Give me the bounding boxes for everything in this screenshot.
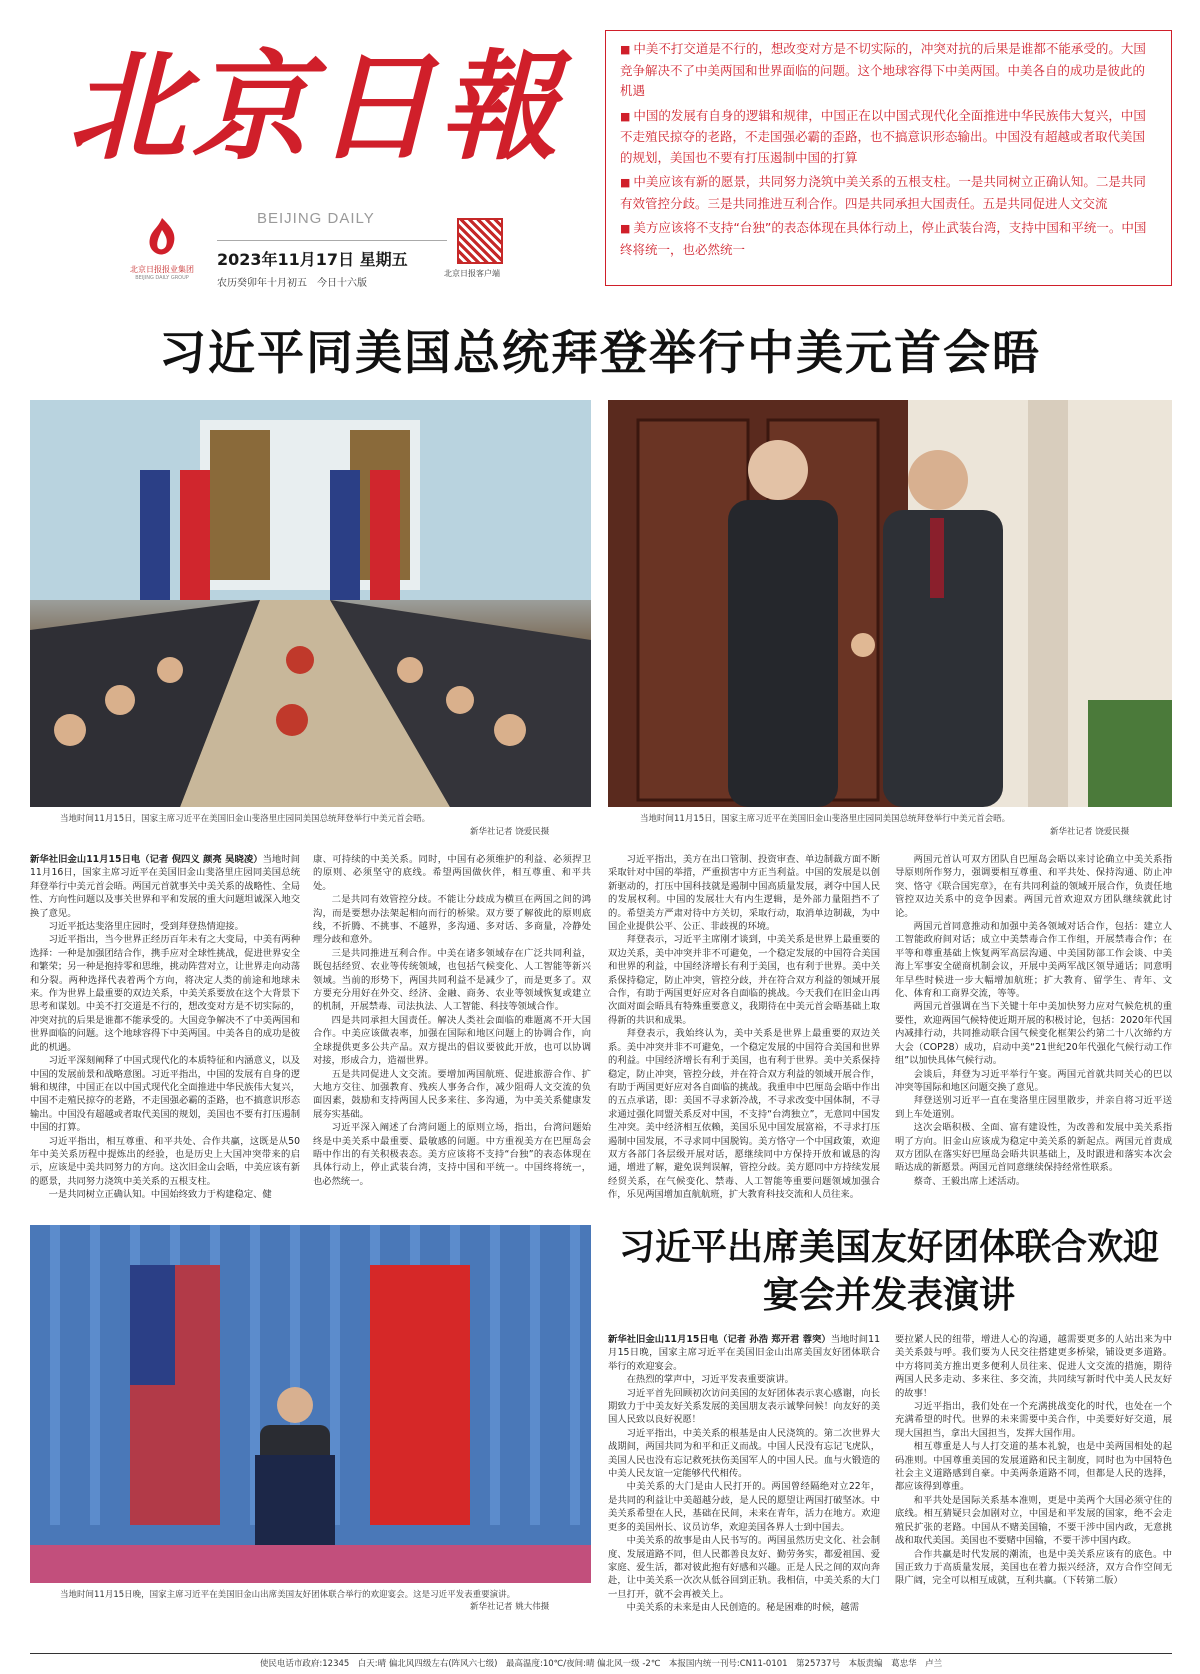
paragraph: 中美关系的大门是由人民打开的。两国曾经隔绝对立22年，是共同的利益让中美超越分歧，是人民的愿望让两国打破坚冰。中美关系希望在人民，基础在民间，未来在青年，活力在地方。欢迎更多的美国州长、议员访华，欢迎美国各界人士到中国去。	[608, 1481, 880, 1533]
paragraph: 两国元首同意推动和加强中美各领域对话合作，包括：建立人工智能政府间对话；成立中美禁毒合作工作组，开展禁毒合作；在平等和尊重基础上恢复两军高层沟通、中美国防部工作会谈、中美海上军事安全磋商机制会议，开展中美两军战区领导通话；同意明年早些时候进一步大幅增加航班；扩大教育、留学生、青年、文化、体育和工商界交流，等等。	[895, 921, 1172, 1000]
paragraph: 会谈后，拜登为习近平举行午宴。两国元首就共同关心的巴以冲突等国际和地区问题交换了意见。	[895, 1068, 1172, 1093]
handshake-photo	[608, 400, 1172, 807]
paragraph: 这次会晤积极、全面、富有建设性，为改善和发展中美关系指明了方向。旧金山应该成为稳定中美关系的新起点。两国元首责成双方团队在落实好巴厘岛会晤共识基础上，及时跟进和落实本次会晤达成的新愿景。两国元首同意继续保持经常性联系。	[895, 1122, 1172, 1174]
photo-caption	[60, 812, 430, 824]
paragraph: 三是共同推进互利合作。中美在诸多领域存在广泛共同利益，既包括经贸、农业等传统领域，也包括气候变化、人工智能等新兴领域。当前的形势下，两国共同利益不是减少了，而是更多了。双方要充分用好在外交、经济、金融、商务、农业等领域恢复或建立的机制，开展禁毒、司法执法、人工智能、科技等领域合作。	[313, 947, 591, 1013]
qr-caption: 北京日报客户端	[444, 269, 500, 278]
speech-photo	[30, 1225, 591, 1583]
caption-text: 当地时间11月15日晚，国家主席习近平在美国旧金山出席美国友好团体联合举行的欢迎宴会。这是习近平发表重要演讲。	[60, 1590, 516, 1600]
paragraph: 二是共同有效管控分歧。不能让分歧成为横亘在两国之间的鸿沟，而是要想办法架起相向而行的桥梁。双方要了解彼此的原则底线，不折腾、不挑事、不越界，多沟通、多对话、多商量，冷静处理分歧和意外。	[313, 894, 591, 946]
main-headline: 习近平同美国总统拜登举行中美元首会晤	[159, 326, 1041, 381]
paragraph: 习近平指出，我们处在一个充满挑战变化的时代，也处在一个充满希望的时代。世界的未来需要中美合作，中美要好好交道，展现大国担当，拿出大国担当，发挥大国作用。	[895, 1401, 1172, 1439]
paragraph: 习近平深刻阐释了中国式现代化的本质特征和内涵意义，以及中国的发展前景和战略意图。习近平指出，中国的发展有自身的逻辑和规律，中国正在以中国式现代化全面推进中华民族伟大复兴，中国不走殖民掠夺的老路，不走国强必霸的歪路，也不搞意识形态输出。中国没有超越或者取代美国的规划，美国也不要有打压遏制中国的打算。	[30, 1055, 300, 1134]
paragraph: 拜登送别习近平一直在斐洛里庄园里散步，并亲自将习近平送到上车处道别。	[895, 1095, 1172, 1120]
article-column	[608, 853, 880, 1209]
paragraph: 和平共处是国际关系基本准则，更是中美两个大国必须守住的底线。相互猜疑只会加剧对立，中国是和平发展的国家，绝不会走殖民扩张的老路。中国从不赌美国输，不要干涉中国内政，无意挑战和取代美国。美国也不要赌中国输，不要干涉中国内政。	[895, 1494, 1172, 1547]
paragraph: 要拉紧人民的纽带，增进人心的沟通，越需要更多的人站出来为中美关系鼓与呼。我们要为人民交往搭建更多桥梁，铺设更多道路。中方将同美方推出更多便利人员往来、促进人文交流的措施，期待两国人民多走动、多来往、多交流，共同续写新时代中美人民友好的故事！	[895, 1334, 1172, 1399]
photo-credit: 新华社记者 饶爱民摄	[470, 827, 550, 837]
paragraph: 中美关系的未来是由人民创造的。秘是困难的时候，越需	[626, 1602, 860, 1614]
second-headline: 习近平出席美国友好团体联合欢迎宴会并发表演讲	[618, 1227, 1159, 1316]
paragraph: 习近平指出，当今世界正经历百年未有之大变局，中美有两种选择：一种是加强团结合作，携手应对全球性挑战，促进世界安全和繁荣；另一种是抱持零和思维，挑动阵营对立，让世界走向动荡和分裂。两种选择代表着两个方向，将决定人类的前途和地球未来。作为世界上最重要的双边关系，中美关系要放在这个大背景下思考和谋划。中美不打交道是不行的，想改变对方是不切实际的，冲突对抗的后果是谁都不能承受的。大国竞争解决不了中美两国和世界面临的问题。这个地球容得下中美两国。中美各自的成功是彼此的机遇。	[30, 934, 300, 1053]
paragraph: 习近平指出，美方在出口管制、投资审查、单边制裁方面不断采取针对中国的举措，严重损害中方正当利益。中国的发展是以创新驱动的，打压中国科技就是遏制中国高质量发展，剥夺中国人民的发展权利。中国的发展壮大有内生逻辑，是外部力量阻挡不了的。希望美方严肃对待中方关切，采取行动，取消单边制裁，为中国企业提供公平、公正、非歧视的环境。	[608, 854, 880, 933]
caption-text: 当地时间11月15日，国家主席习近平在美国旧金山斐洛里庄园同美国总统拜登举行中美元首会晤。	[640, 814, 1011, 824]
key-point: ■ 中美应该有新的愿景，共同努力浇筑中美关系的五根支柱。一是共同树立正确认知。二是共同有效管控分歧。三是共同推进互利合作。四是共同承担大国责任。五是共同促进人文交流	[620, 172, 1157, 214]
qr-code-icon[interactable]	[457, 218, 503, 264]
paragraph: 两国元首认可双方团队自巴厘岛会晤以来讨论确立中美关系指导原则所作努力，强调要相互尊重、和平共处、保持沟通、防止冲突、恪守《联合国宪章》，在有共同利益的领域开展合作，负责任地管控双边关系中的竞争因素。两国元首欢迎双方团队继续就此讨论。	[895, 854, 1172, 919]
key-points-box	[605, 30, 1172, 286]
group-logo	[122, 216, 202, 281]
paragraph: 习近平指出，中美关系的根基是由人民浇筑的。第二次世界大战期间，两国共同为和平和正义而战。中国人民没有忘记飞虎队，美国人民也没有忘记救死扶伤美国军人的中国人民。血与火锻造的中美人民友谊一定能够代代相传。	[608, 1427, 880, 1480]
date-row	[217, 240, 447, 289]
paragraph: 一是共同树立正确认知。中国始终致力于构建稳定、健	[48, 1189, 272, 1201]
masthead-english: BEIJING DAILY	[257, 210, 375, 227]
footer-info: 使民电话市政府:12345 白天:晴 偏北风四级左右(阵风六七级) 最高温度:10℃/夜间:晴 偏北风一级 -2℃ 本报国内统一刊号:CN11-0101 第25737号 本版责编 葛忠华 卢兰	[30, 1653, 1172, 1669]
photo-credit: 新华社记者 饶爱民摄	[1050, 827, 1130, 837]
meeting-photo	[30, 400, 591, 807]
article-column: 新华社旧金山11月15日电（记者 倪四义 颜亮 吴晓凌）当地时间11月16日，国家主席习近平在美国旧金山斐洛里庄园同美国总统拜登举行中美元首会晤。两国元首就事关中美关系的战略性、全局性、方向性问题以及事关世界和平和发展的重大问题坦诚深入地交换了意见。 习近平抵达斐洛里庄园时，受到拜登热情迎接。 习近平指出，当今世界正经历百年未有之大变局，中美有两种选择：一种是加强团结合作，携手应对全球性挑战，促进世界安全和繁荣；另一种是抱持零和思维，挑动阵营对立，让世界走向动荡和分裂。两种选择代表着两个方向，将决定人类的前途和地球未来。作为世界上最重要的双边关系，中美关系要放在这个大背景下思考和谋划。中美不打交道是不行的，想改变对方是不切实际的，冲突对抗的后果是谁都不能承受的。大国竞争解决不了中美两国和世界面临的问题。这个地球容得下中美两国。中美各自的成功是彼此的机遇。 习近平深刻阐释了中国式现代化的本质特征和内涵意义，以及中国的发展前景和战略意图。习近平指出，中国的发展有自身的逻辑和规律，中国正在以中国式现代化全面推进中华民族伟大复兴，中国不走殖民掠夺的老路，不走国强必霸的歪路，也不搞意识形态输出。中国没有超越或者取代美国的规划，美国也不要有打压遏制中国的打算。 习近平指出，相互尊重、和平共处、合作共赢，这既是从50年中美关系历程中提炼出的经验，也是历史上大国冲突带来的启示，应该是中美共同努力的方向。这次旧金山会晤，中美应该有新的愿景，共同努力浇筑中美关系的五根支柱。 一是共同树立正确认知。中国始终致力于构建稳定、健	[30, 854, 300, 1201]
article-column	[895, 853, 1172, 1209]
paragraph: 两国元首强调在当下关键十年中美加快努力应对气候危机的重要性，欢迎两国气候特使近期开展的积极讨论，包括：2020年代国内减排行动，共同推动联合国气候变化框架公约第二十八次缔约方大会（COP28）成功，启动中美“21世纪20年代强化气候行动工作组”以加快具体气候行动。	[895, 1001, 1172, 1067]
key-point: ■ 中国的发展有自身的逻辑和规律，中国正在以中国式现代化全面推进中华民族伟大复兴，中国不走殖民掠夺的老路，不走国强必霸的歪路，也不搞意识形态输出。中国没有超越或者取代美国的规划，美国也不要有打压遏制中国的打算	[620, 106, 1157, 169]
group-name: 北京日报报业集团	[130, 265, 194, 274]
key-point: ■ 美方应该将不支持“台独”的表态体现在具体行动上，停止武装台湾，支持中国和平统一。中国终将统一，也必然统一	[620, 218, 1157, 260]
lunar-date: 农历癸卯年十月初五 今日十六版	[217, 278, 367, 289]
photo-caption	[60, 1588, 515, 1600]
paragraph: 习近平抵达斐洛里庄园时，受到拜登热情迎接。	[48, 921, 244, 933]
paragraph: 拜登表示，习近平主席刚才谈到，中美关系是世界上最重要的双边关系，美中冲突并非不可避免，一个稳定发展的中国符合美国和世界的利益，中国经济增长有利于美国，也有利于世界。美中关系保持稳定，防止冲突，管控分歧，并在符合双方利益的领域开展合作，有助于两国更好应对各自面临的挑战。今天我们在旧金山再次面对面会晤具有特殊重要意义，我期待在中美元首会晤基础上取得新的共识和成果。	[608, 934, 880, 1026]
paragraph: 在热烈的掌声中，习近平发表重要演讲。	[626, 1374, 794, 1386]
photo-caption	[640, 812, 1010, 824]
paragraph: 康、可持续的中美关系。同时，中国有必须维护的利益、必须捍卫的原则、必须坚守的底线。希望两国做伙伴，相互尊重、和平共处。	[313, 854, 591, 892]
flame-icon	[144, 216, 180, 258]
paragraph: 习近平指出，相互尊重、和平共处、合作共赢，这既是从50年中美关系历程中提炼出的经验，也是历史上大国冲突带来的启示，应该是中美共同努力的方向。这次旧金山会晤，中美应该有新的愿景，共同努力浇筑中美关系的五根支柱。	[30, 1135, 300, 1187]
masthead-title: 北京日報	[68, 37, 565, 176]
paragraph: 蔡奇、王毅出席上述活动。	[913, 1175, 1026, 1187]
paragraph: 拜登表示，我始终认为，美中关系是世界上最重要的双边关系。美中冲突并非不可避免，一个稳定发展的中国符合美国和世界的利益。中国经济增长有利于美国，也有利于世界。美中关系保持稳定，防止冲突，管控分歧，并在符合双方利益的领域开展合作，有助于两国更好应对各自面临的挑战。我重申中巴厘岛会晤中作出的五点承诺，即：美国不寻求新冷战，不寻求改变中国体制，不寻求通过强化同盟关系反对中国，不支持“台湾独立”，无意同中国发生冲突。美中经济相互依赖，美国乐见中国发展富裕，不寻求打压遏制中国发展，不寻求同中国脱钩。美方恪守一个中国政策，欢迎双方各部门各层级开展对话，愿继续同中方保持开放和诚恳的沟通，增进了解，避免误判误解，管控分歧。美方愿同中方持续发展经贸关系，在气候变化、禁毒、人工智能等重要问题领域加强合作，乐见两国增加直航航班，扩大教育科技交流和人员往来。	[608, 1028, 880, 1201]
group-name-en: BEIJING DAILY GROUP	[135, 275, 189, 281]
photo-credit: 新华社记者 姚大伟摄	[470, 1602, 550, 1612]
article-column	[313, 853, 591, 1209]
paragraph: 中美关系的故事是由人民书写的。两国虽然历史文化、社会制度、发展道路不同，但人民都善良友好、勤劳务实，都爱祖国、爱家庭、爱生活，都对彼此抱有好感和兴趣。正是人民之间的双向奔赴，让中美关系一次次从低谷回到正轨。我相信，中美关系的大门一旦打开，就不会再被关上。	[608, 1535, 880, 1600]
paragraph: 合作共赢是时代发展的潮流，也是中美关系应该有的底色。中国正致力于高质量发展，美国也在着力振兴经济，双方合作空间无限广阔，完全可以相互成就，互利共赢。（下转第二版）	[895, 1548, 1172, 1587]
paragraph: 习近平深入阐述了台湾问题上的原则立场，指出，台湾问题始终是中美关系中最重要、最敏感的问题。中方重视美方在巴厘岛会晤中作出的有关积极表态。美方应该将不支持“台独”的表态体现在具体行动上，停止武装台湾，支持中国和平统一。中国终将统一，也必然统一。	[313, 1122, 591, 1187]
caption-text: 当地时间11月15日，国家主席习近平在美国旧金山斐洛里庄园同美国总统拜登举行中美元首会晤。	[60, 814, 431, 824]
paragraph: 五是共同促进人文交流。要增加两国航班、促进旅游合作、扩大地方交往、加强教育、残疾人事务合作，减少阻碍人文交流的负面因素，鼓励和支持两国人民多来往、多沟通，为中美关系健康发展夯实基础。	[313, 1068, 591, 1120]
paragraph: 习近平首先回顾初次访问美国的友好团体表示衷心感谢，向长期致力于中美友好关系发展的美国朋友表示诚挚问候！向友好的美国人民致以良好祝愿！	[608, 1387, 880, 1426]
masthead	[32, 28, 592, 290]
paragraph: 四是共同承担大国责任。解决人类社会面临的难题离不开大国合作。中美应该做表率，加强在国际和地区问题上的协调合作，向全球提供更多公共产品。双方提出的倡议要彼此开放，也可以协调对接，形成合力，造福世界。	[313, 1014, 591, 1067]
article-column	[895, 1333, 1172, 1647]
article-dateline: 新华社旧金山11月15日电（记者 倪四义 颜亮 吴晓凌）	[30, 854, 263, 865]
key-point: ■ 中美不打交道是不行的，想改变对方是不切实际的，冲突对抗的后果是谁都不能承受的。大国竞争解决不了中美两国和世界面临的问题。这个地球容得下中美两国。中美各自的成功是彼此的机遇	[620, 39, 1157, 102]
article-dateline: 新华社旧金山11月15日电（记者 孙浩 郑开君 蓉突）	[608, 1334, 831, 1345]
article-column: 新华社旧金山11月15日电（记者 孙浩 郑开君 蓉突）当地时间11月15日晚，国家主席习近平在美国旧金山出席美国友好团体联合举行的欢迎宴会。 在热烈的掌声中，习近平发表重要演讲。 习近平首先回顾初次访问美国的友好团体表示衷心感谢，向长期致力于中美友好关系发展的美国朋友表示诚挚问候！向友好的美国人民致以良好祝愿！ 习近平指出，中美关系的根基是由人民浇筑的。第二次世界大战期间，两国共同为和平和正义而战。中国人民没有忘记飞虎队，美国人民也没有忘记救死扶伤美国军人的中国人民。血与火锻造的中美人民友谊一定能够代代相传。 中美关系的大门是由人民打开的。两国曾经隔绝对立22年，是共同的利益让中美超越分歧，是人民的愿望让两国打破坚冰。中美关系希望在人民，基础在民间，未来在青年，活力在地方。欢迎更多的美国州长、议员访华，欢迎美国各界人士到中国去。 中美关系的故事是由人民书写的。两国虽然历史文化、社会制度、发展道路不同，但人民都善良友好、勤劳务实，都爱祖国、爱家庭、爱生活，都对彼此抱有好感和兴趣。正是人民之间的双向奔赴，让中美关系一次次从低谷回到正轨。我相信，中美关系的大门一旦打开，就不会再被关上。 中美关系的未来是由人民创造的。秘是困难的时候，越需	[608, 1334, 880, 1614]
paragraph: 相互尊重是人与人打交道的基本礼貌，也是中美两国相处的起码准则。中国尊重美国的发展道路和民主制度，同时也为中国特色社会主义道路感到自豪。中美两条道路不同，但都是人民的选择，都应该得到尊重。	[895, 1441, 1172, 1493]
issue-date: 2023年11月17日 星期五	[217, 250, 408, 269]
